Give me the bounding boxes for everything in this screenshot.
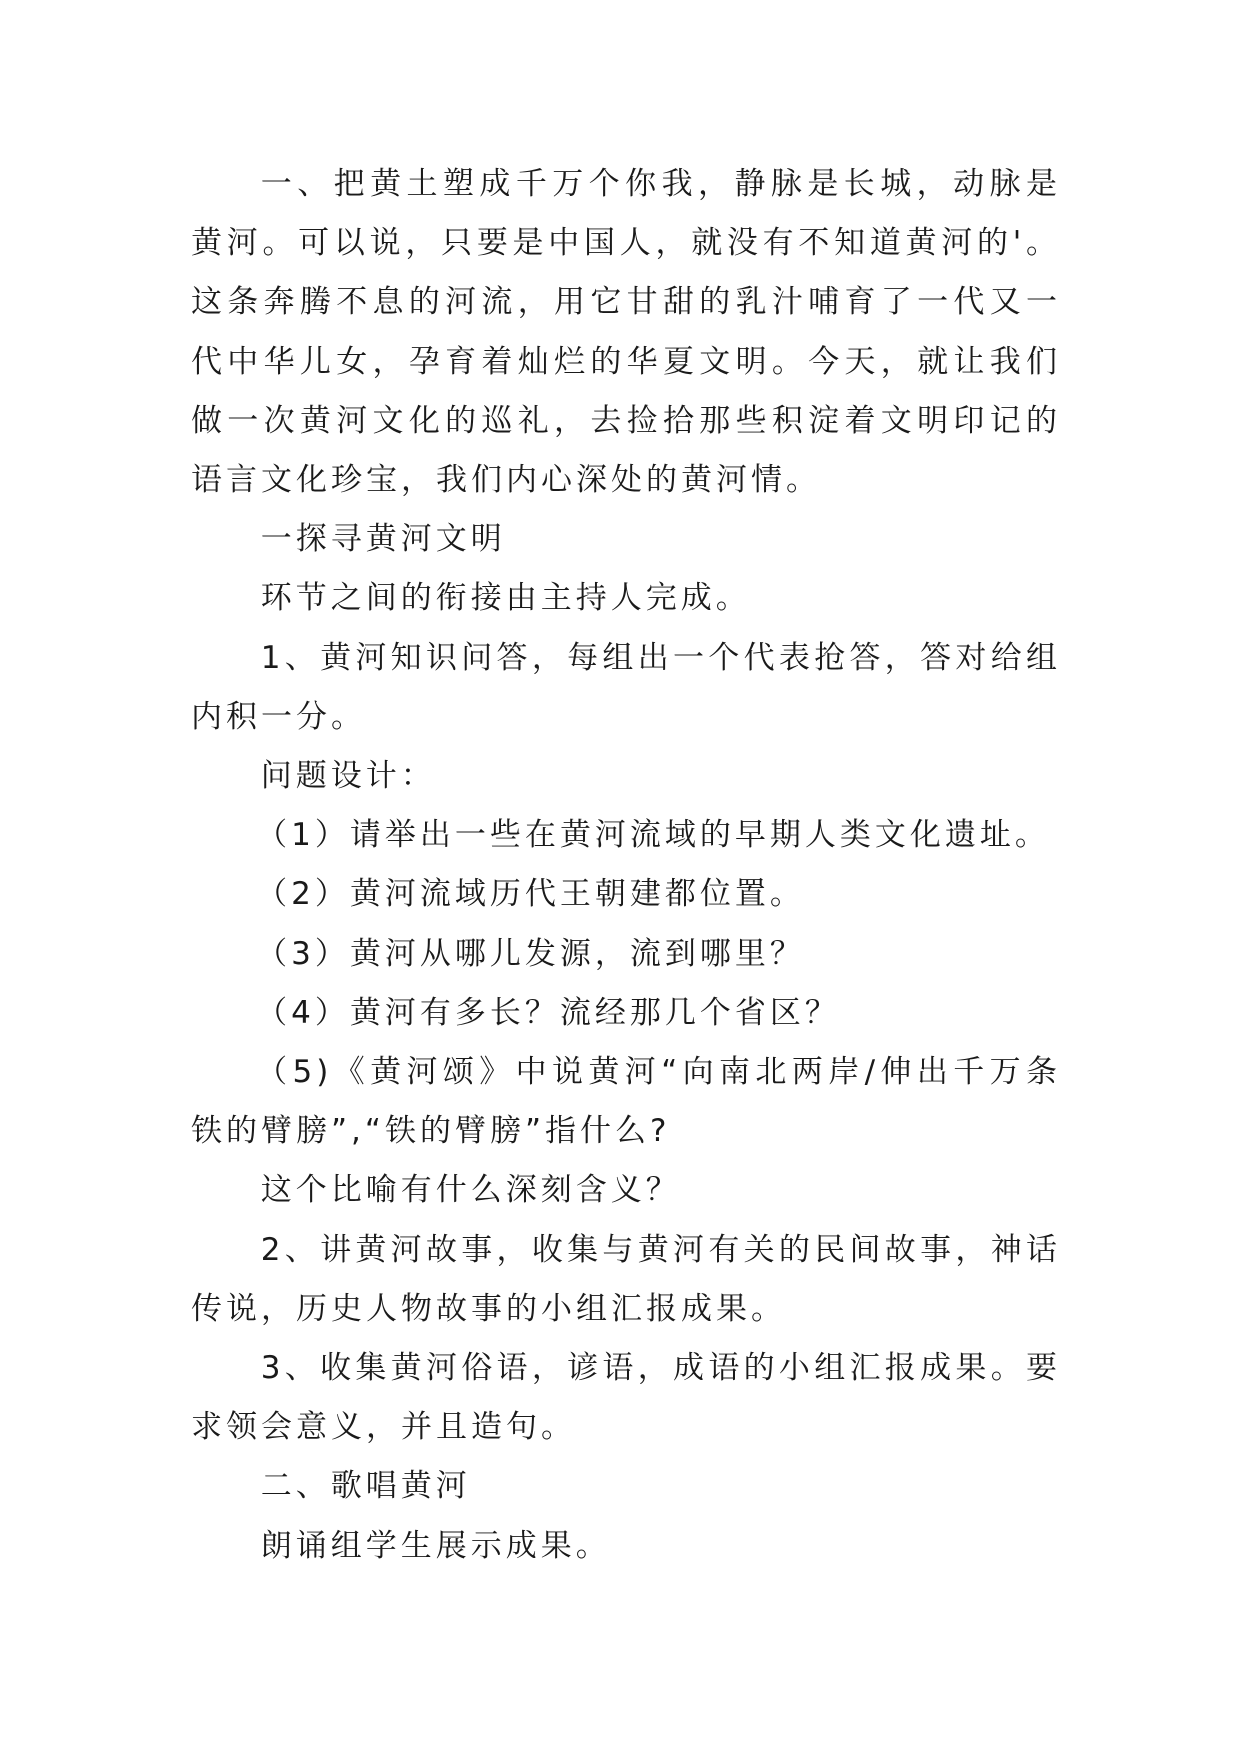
activity-quiz: 1、黄河知识问答，每组出一个代表抢答，答对给组内积一分。 <box>191 639 1061 735</box>
section-heading-sing: 二、歌唱黄河 <box>260 1468 471 1505</box>
question-5: （5)《黄河颂》中说黄河“向南北两岸/伸出千万条铁的臂膀”,“铁的臂膀”指什么? <box>191 1054 1061 1150</box>
activity-stories: 2、讲黄河故事，收集与黄河有关的民间故事，神话传说，历史人物故事的小组汇报成果。 <box>191 1231 1061 1327</box>
intro-paragraph: 一、把黄土塑成千万个你我，静脉是长城，动脉是黄河。可以说，只要是中国人，就没有不知道黄河的'。这条奔腾不息的河流，用它甘甜的乳汁哺育了一代又一代中华儿女，孕育着灿烂的华夏文明。今天，就让我们做一次黄河文化的巡礼，去捡拾那些积淀着文明印记的语言文化珍宝，我们内心深处的黄河情。 <box>191 166 1061 499</box>
recitation-note: 朗诵组学生展示成果。 <box>260 1527 611 1564</box>
section-heading-explore: 一探寻黄河文明 <box>260 521 506 558</box>
question-2: （2）黄河流域历代王朝建都位置。 <box>256 876 805 913</box>
question-4: （4）黄河有多长？流经那几个省区？ <box>256 994 840 1031</box>
question-3: （3）黄河从哪儿发源，流到哪里？ <box>256 935 805 972</box>
document-body <box>191 155 1061 1576</box>
question-5-followup: 这个比喻有什么深刻含义？ <box>260 1172 681 1209</box>
activity-sayings: 3、收集黄河俗语，谚语，成语的小组汇报成果。要求领会意义，并且造句。 <box>191 1350 1061 1446</box>
question-design-label: 问题设计： <box>260 758 436 795</box>
transition-note: 环节之间的衔接由主持人完成。 <box>260 580 751 617</box>
question-1: （1）请举出一些在黄河流域的早期人类文化遗址。 <box>256 817 1050 854</box>
